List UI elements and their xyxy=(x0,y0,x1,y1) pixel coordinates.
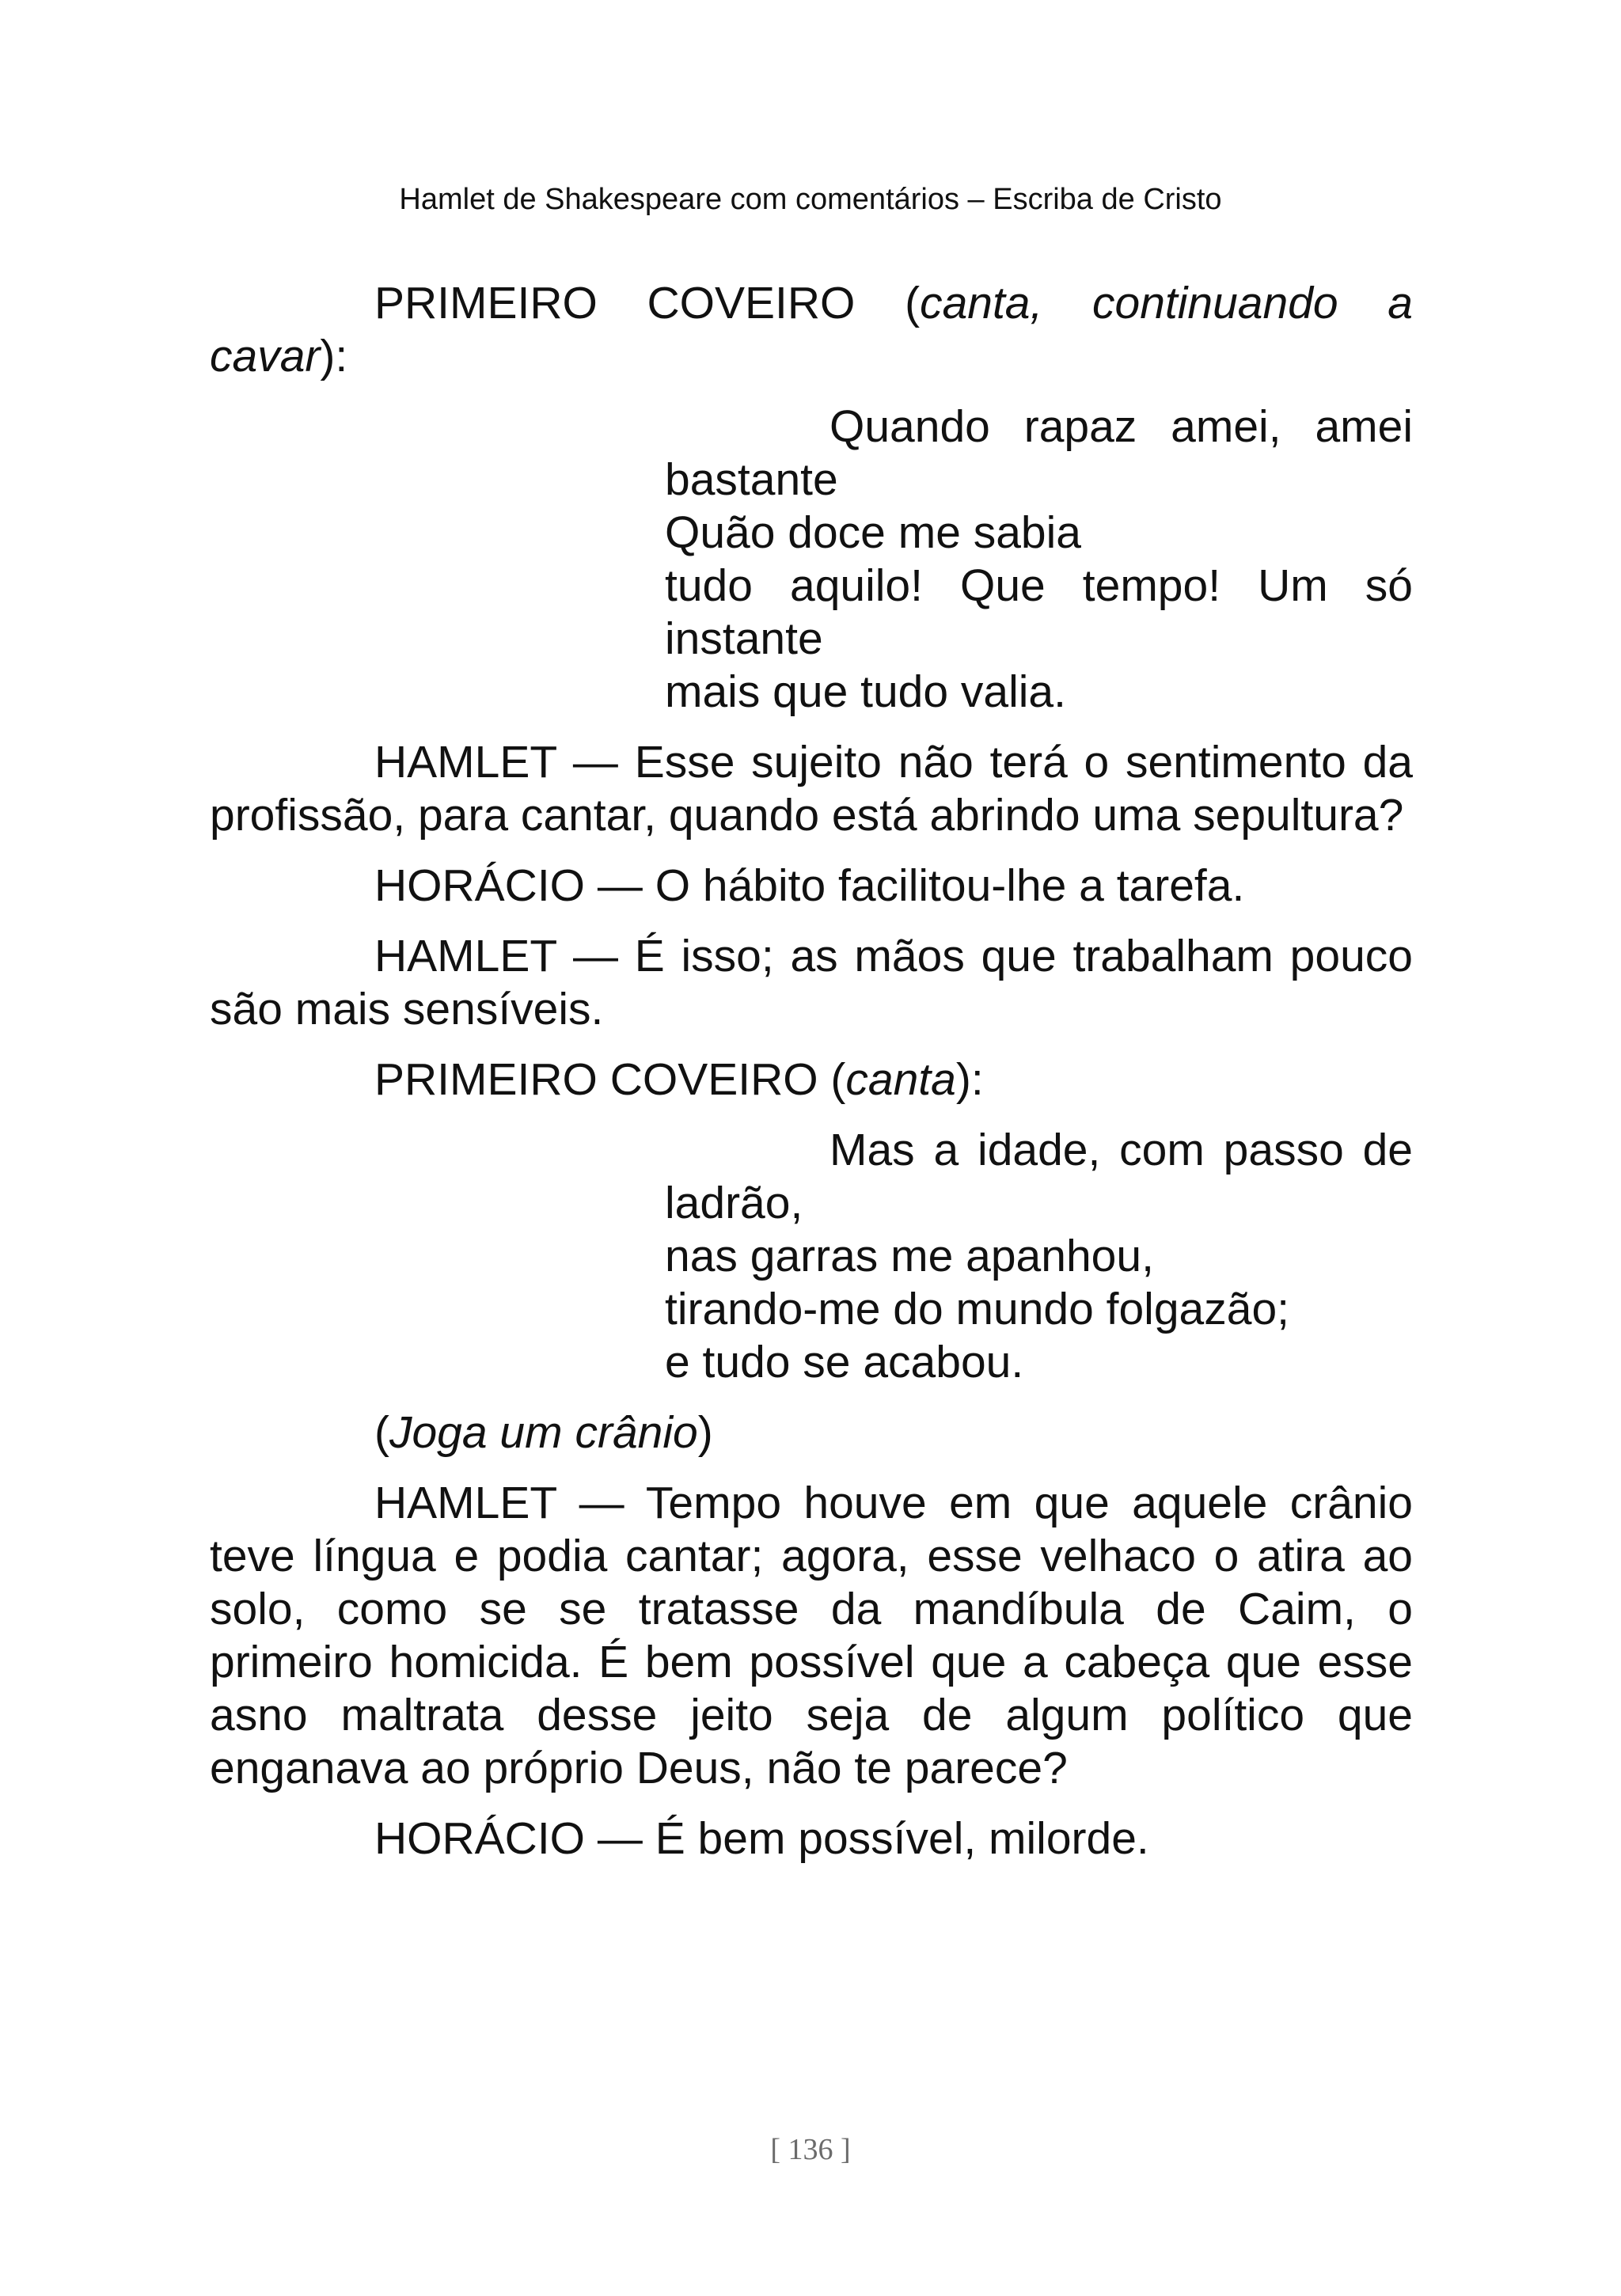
paren-close: ): xyxy=(320,331,348,381)
verse-line: Mas a idade, com passo de ladrão, xyxy=(665,1125,1413,1228)
verse-line: Quando rapaz amei, amei bastante xyxy=(665,401,1413,505)
stage-direction-throws-skull xyxy=(210,1406,1413,1459)
paren-open: ( xyxy=(855,278,921,328)
stage-paragraph-first-gravedigger-sings xyxy=(210,277,1413,383)
dialogue-horacio-2: HORÁCIO — É bem possível, milorde. xyxy=(374,1813,1149,1864)
stage-direction: canta, continuando a cavar xyxy=(210,278,1413,381)
dialogue-hamlet-2: HAMLET — É isso; as mãos que trabalham pouco são mais sensíveis. xyxy=(210,931,1413,1034)
verse-line: e tudo se acabou. xyxy=(665,1337,1024,1387)
paren-open: ( xyxy=(818,1054,846,1105)
paren-open: ( xyxy=(374,1407,389,1458)
dialogue-horacio-1: HORÁCIO — O hábito facilitou-lhe a tarefa. xyxy=(374,860,1245,911)
song-verse-2 xyxy=(665,1124,1413,1389)
speaker-name: PRIMEIRO COVEIRO xyxy=(374,1054,818,1105)
stage-direction: canta xyxy=(845,1054,956,1105)
dialogue-hamlet-3: HAMLET — Tempo houve em que aquele crânio teve língua e podia cantar; agora, esse velhaco o atira ao solo, como se se tratasse da mandíbula de Caim, o primeiro homicida. É bem possível que a cabeça que esse asno maltrata desse jeito seja de algum político que enganava ao próprio Deus, não te parece? xyxy=(210,1478,1413,1793)
song-verse-1 xyxy=(665,400,1413,719)
dialogue-hamlet-1: HAMLET — Esse sujeito não terá o sentimento da profissão, para cantar, quando está abrindo uma sepultura? xyxy=(210,737,1413,841)
verse-line: Quão doce me sabia xyxy=(665,507,1081,558)
speaker-name: PRIMEIRO COVEIRO xyxy=(374,278,856,328)
running-header: Hamlet de Shakespeare com comentários – Escriba de Cristo xyxy=(399,183,1222,216)
stage-direction: Joga um crânio xyxy=(389,1407,698,1458)
verse-line: tudo aquilo! Que tempo! Um só instante xyxy=(665,560,1413,664)
paren-close: ): xyxy=(955,1054,984,1105)
paren-close: ) xyxy=(697,1407,713,1458)
stage-paragraph-first-gravedigger-sings-2 xyxy=(210,1053,1413,1106)
verse-line: tirando-me do mundo folgazão; xyxy=(665,1284,1289,1334)
verse-line: mais que tudo valia. xyxy=(665,666,1066,717)
page-number: [ 136 ] xyxy=(770,2133,851,2166)
page-body xyxy=(210,277,1413,1883)
verse-line: nas garras me apanhou, xyxy=(665,1231,1154,1281)
